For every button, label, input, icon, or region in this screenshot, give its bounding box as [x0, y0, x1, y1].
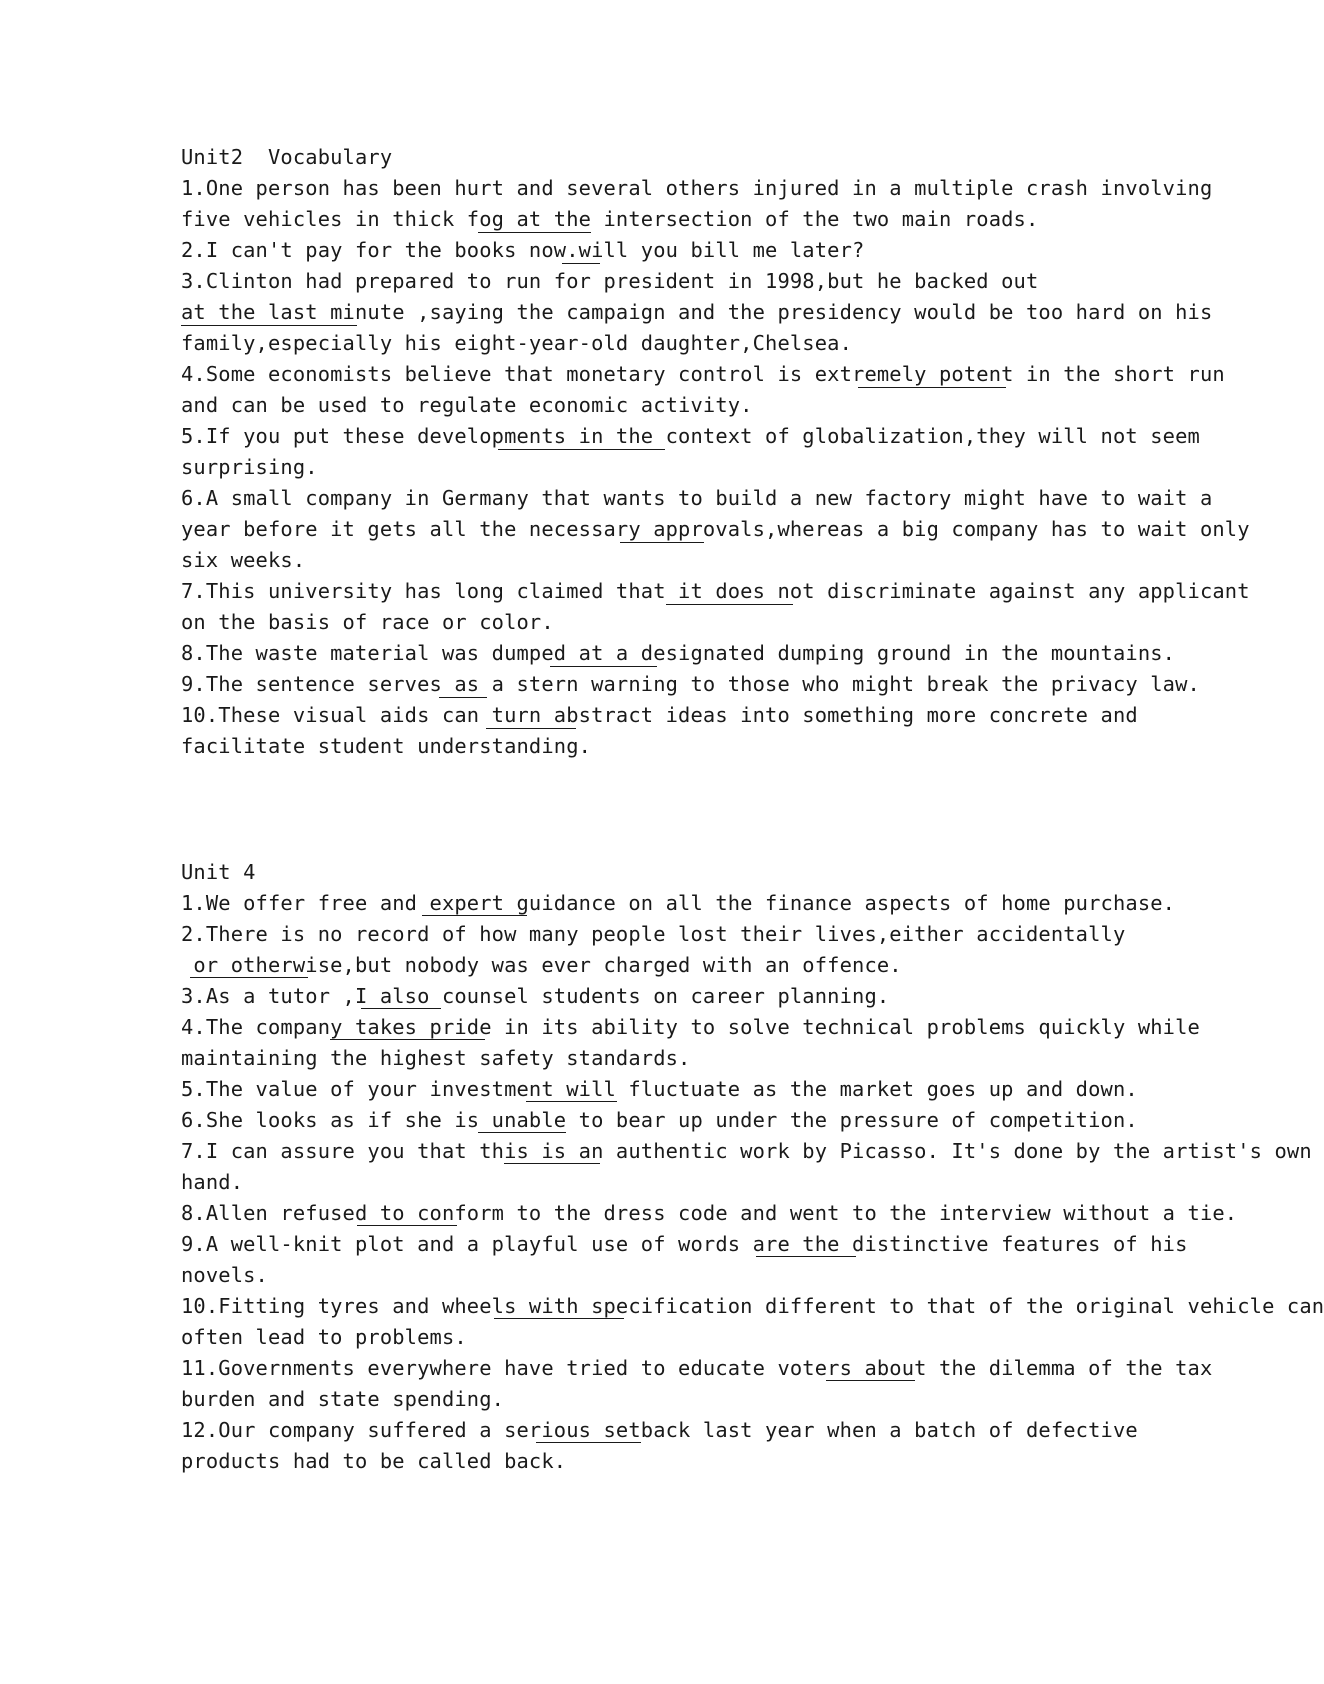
text-line: novels.	[181, 1263, 268, 1287]
text-line: year before it gets all the necessary approvals,whereas a big company has to wait only	[181, 517, 1250, 541]
blank-underline	[526, 1101, 617, 1102]
text-line: hand.	[181, 1170, 244, 1194]
text-line: 7.This university has long claimed that it does not discriminate against any applicant	[181, 579, 1250, 603]
blank-underline	[478, 1132, 566, 1133]
text-line: burden and state spending.	[181, 1387, 505, 1411]
text-line: products had to be called back.	[181, 1449, 567, 1473]
text-line: 8.The waste material was dumped at a designated dumping ground in the mountains.	[181, 641, 1176, 665]
text-line: 2.I can't pay for the books now.will you bill me later?	[181, 238, 865, 262]
blank-underline	[422, 915, 527, 916]
text-line: family,especially his eight-year-old daughter,Chelsea.	[181, 331, 853, 355]
blank-underline	[536, 1442, 641, 1443]
blank-underline	[620, 542, 704, 543]
text-line: 9.A well-knit plot and a playful use of words are the distinctive features of his	[181, 1232, 1188, 1256]
text-line: six weeks.	[181, 548, 306, 572]
blank-underline	[562, 263, 600, 264]
text-line: 7.I can assure you that this is an authentic work by Picasso. It's done by the artist's own	[181, 1139, 1312, 1163]
unit4-heading: Unit 4	[181, 860, 256, 884]
text-line: 5.The value of your investment will fluctuate as the market goes up and down.	[181, 1077, 1138, 1101]
blank-underline	[550, 666, 657, 667]
text-line: often lead to problems.	[181, 1325, 467, 1349]
blank-underline	[190, 977, 308, 978]
text-line: 1.One person has been hurt and several others injured in a multiple crash involving	[181, 176, 1213, 200]
blank-underline	[666, 604, 793, 605]
text-line: 9.The sentence serves as a stern warning to those who might break the privacy law.	[181, 672, 1200, 696]
text-line: on the basis of race or color.	[181, 610, 554, 634]
text-line: 4.Some economists believe that monetary control is extremely potent in the short run	[181, 362, 1225, 386]
text-line: 10.These visual aids can turn abstract ideas into something more concrete and	[181, 703, 1138, 727]
blank-underline	[858, 387, 1006, 388]
text-line: 3.Clinton had prepared to run for president in 1998,but he backed out	[181, 269, 1039, 293]
blank-underline	[478, 232, 591, 233]
blank-underline	[361, 1008, 441, 1009]
text-line: surprising.	[181, 455, 318, 479]
text-line: at the last minute ,saying the campaign and the presidency would be too hard on his	[181, 300, 1213, 324]
text-line: 3.As a tutor ,I also counsel students on career planning.	[181, 984, 890, 1008]
text-line: 5.If you put these developments in the context of globalization,they will not seem	[181, 424, 1200, 448]
text-line: and can be used to regulate economic activity.	[181, 393, 753, 417]
text-line: 4.The company takes pride in its ability to solve technical problems quickly while	[181, 1015, 1200, 1039]
text-line: 10.Fitting tyres and wheels with specification different to that of the original vehicle can	[181, 1294, 1324, 1318]
text-line: 2.There is no record of how many people lost their lives,either accidentally	[181, 922, 1126, 946]
blank-underline	[439, 697, 487, 698]
text-line: 1.We offer free and expert guidance on all the finance aspects of home purchase.	[181, 891, 1176, 915]
text-line: or otherwise,but nobody was ever charged with an offence.	[181, 953, 902, 977]
blank-underline	[504, 1163, 600, 1164]
text-line: 12.Our company suffered a serious setback last year when a batch of defective	[181, 1418, 1138, 1442]
blank-underline	[486, 728, 576, 729]
blank-underline	[498, 449, 665, 450]
blank-underline	[181, 325, 357, 326]
blank-underline	[826, 1380, 915, 1381]
text-line: 6.A small company in Germany that wants to build a new factory might have to wait a	[181, 486, 1213, 510]
unit2-heading: Unit2 Vocabulary	[181, 145, 393, 169]
text-line: maintaining the highest safety standards.	[181, 1046, 691, 1070]
blank-underline	[330, 1039, 485, 1040]
blank-underline	[494, 1318, 624, 1319]
text-line: five vehicles in thick fog at the intersection of the two main roads.	[181, 207, 1039, 231]
blank-underline	[756, 1256, 856, 1257]
text-line: 8.Allen refused to conform to the dress code and went to the interview without a tie.	[181, 1201, 1238, 1225]
text-line: 6.She looks as if she is unable to bear up under the pressure of competition.	[181, 1108, 1138, 1132]
text-line: facilitate student understanding.	[181, 734, 592, 758]
blank-underline	[357, 1225, 457, 1226]
text-line: 11.Governments everywhere have tried to educate voters about the dilemma of the tax	[181, 1356, 1213, 1380]
